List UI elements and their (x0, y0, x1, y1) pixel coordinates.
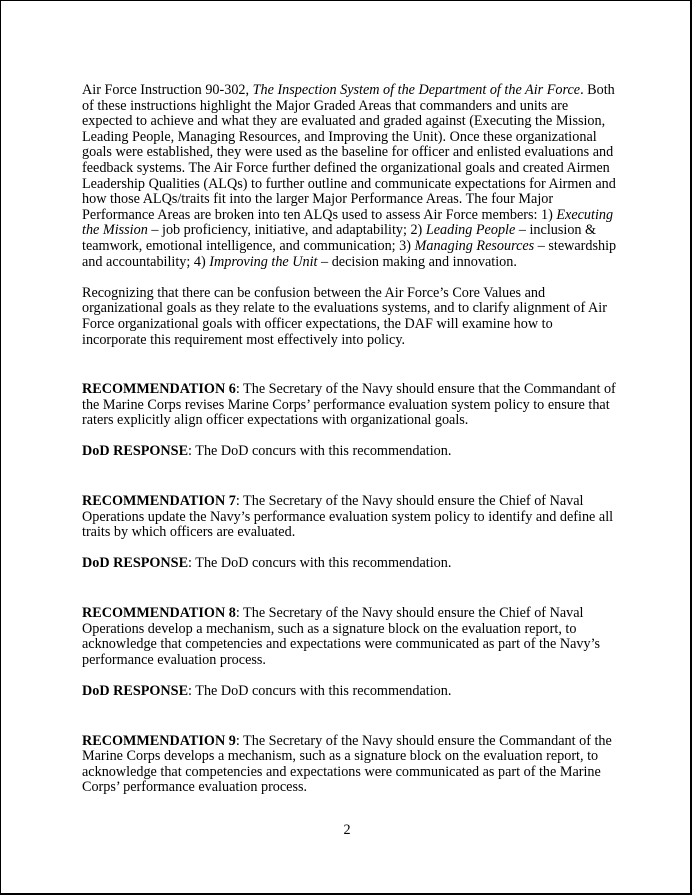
recommendation-body: : The Secretary of the Navy should ensure that the Commandant of the Marine Corps revises Marine Corps’ performance evaluation system policy to ensure that raters explicitly align officer expectations with organizational goals. (82, 381, 616, 429)
core-values-paragraph: Recognizing that there can be confusion between the Air Force’s Core Values and organizational goals as they relate to the evaluations systems, and to clarify alignment of Air Force organizational goals with officer expectations, the DAF will examine how to incorporate this requirement most effectively into policy. (82, 284, 607, 348)
recommendation-body: : The Secretary of the Navy should ensure the Chief of Naval Operations develop a mechanism, such as a signature block on the evaluation report, to acknowledge that competencies and expectations were communicated as part of the Navy’s performance evaluation process. (82, 605, 601, 668)
response-body: : The DoD concurs with this recommendation. (188, 443, 452, 460)
recommendation-body: : The Secretary of the Navy should ensure the Chief of Naval Operations update the Navy’s performance evaluation system policy to identify and define all traits by which officers are evaluated. (82, 493, 614, 541)
text-run: – job proficiency, initiative, and adaptability; 2) (147, 222, 426, 239)
performance-area-italic: Leading People (425, 222, 516, 239)
recommendation-label: RECOMMENDATION 8 (82, 605, 236, 622)
text-run: . Both of these instructions highlight the Major Graded Areas that commanders and units are expected to achieve and what they are evaluated and graded against (Executing the Mission, Leading People, Managing Resources, and Improving the Unit). Once these organizational goals were established, they were used as the baseline for officer and enlisted evaluations and feedback systems. The Air Force further defined the organizational goals and created Airmen Leadership Qualities (ALQs) to further outline and communicate expectations for Airmen and how those ALQs/traits fit into the larger Major Performance Areas. The four Major Performance Areas are broken into ten ALQs used to assess Air Force members: 1) (82, 82, 616, 223)
recommendation-text (82, 494, 618, 541)
response-body: : The DoD concurs with this recommendation. (188, 555, 452, 572)
page-number: 2 (343, 822, 351, 838)
recommendation-label: RECOMMENDATION 9 (82, 732, 236, 749)
intro-paragraph (82, 83, 618, 270)
recommendation-9 (82, 734, 618, 796)
response-label: DoD RESPONSE (82, 555, 189, 572)
dod-response (82, 684, 618, 700)
recommendation-text (82, 734, 618, 796)
text-run: – stewardship and accountability; 4) (82, 237, 617, 270)
recommendation-text (82, 606, 618, 668)
dod-response (82, 556, 618, 572)
text-run: – inclusion & teamwork, emotional intelligence, and communication; 3) (82, 222, 597, 254)
response-label: DoD RESPONSE (82, 443, 189, 460)
recommendation-label: RECOMMENDATION 7 (82, 493, 236, 510)
text-run: – decision making and innovation. (317, 253, 517, 270)
recommendation-label: RECOMMENDATION 6 (82, 381, 236, 398)
response-body: : The DoD concurs with this recommendation. (188, 683, 452, 699)
response-label: DoD RESPONSE (82, 683, 189, 699)
recommendation-text (82, 382, 618, 429)
page-body (82, 83, 618, 812)
text-run: Air Force Instruction 90-302, (82, 82, 253, 98)
performance-area-italic: Managing Resources (414, 237, 535, 254)
recommendation-8 (82, 606, 618, 700)
recommendation-6 (82, 382, 618, 460)
recommendation-body: : The Secretary of the Navy should ensure the Commandant of the Marine Corps develops a mechanism, such as a signature block on the evaluation report, to acknowledge that competencies and expectations were communicated as part of the Marine Corps’ performance evaluation process. (82, 732, 612, 796)
recommendation-7 (82, 494, 618, 572)
performance-area-italic: Executing the Mission (82, 206, 614, 239)
document-title-italic: The Inspection System of the Department of the Air Force (252, 82, 581, 98)
performance-area-italic: Improving the Unit (209, 253, 318, 270)
dod-response (82, 444, 618, 460)
